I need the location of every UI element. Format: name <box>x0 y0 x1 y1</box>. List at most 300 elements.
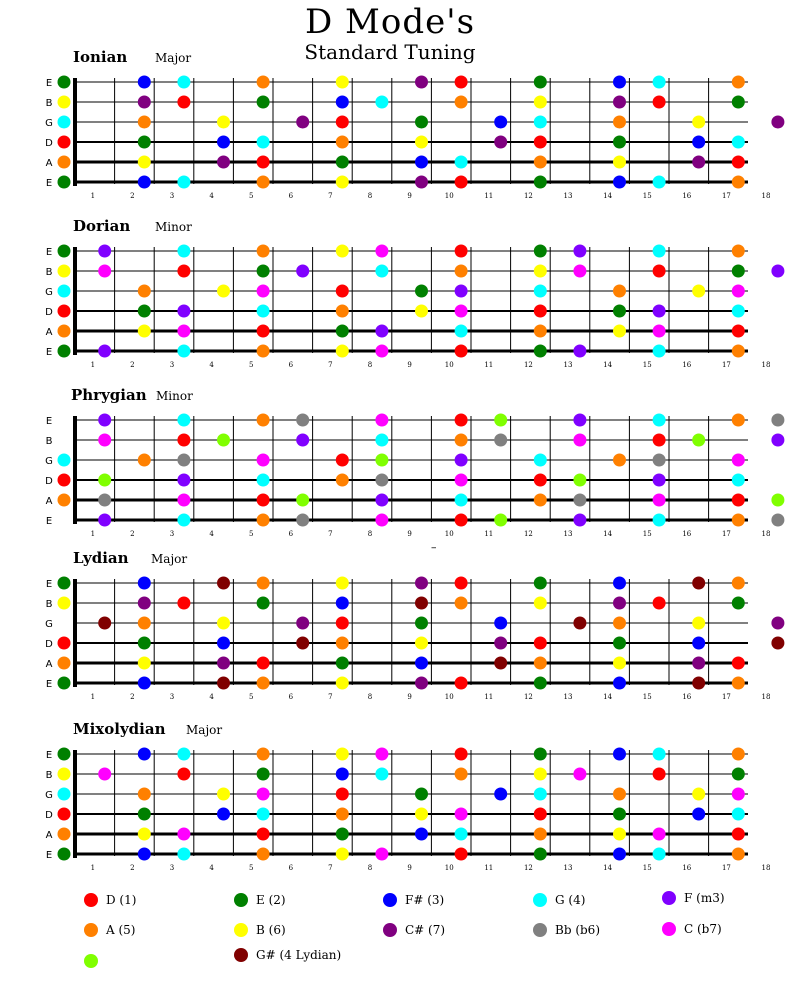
note-dot <box>58 345 71 358</box>
note-dot <box>58 597 71 610</box>
note-dot <box>98 265 111 278</box>
note-dot <box>455 577 468 590</box>
note-dot <box>138 285 151 298</box>
note-dot <box>692 637 705 650</box>
legend-dot <box>662 922 676 936</box>
note-dot <box>336 828 349 841</box>
note-dot <box>336 788 349 801</box>
note-dot <box>336 245 349 258</box>
note-dot <box>415 156 428 169</box>
note-dot <box>138 597 151 610</box>
note-dot <box>653 434 666 447</box>
note-dot <box>58 305 71 318</box>
note-dot <box>534 677 547 690</box>
note-dot <box>415 305 428 318</box>
note-dot <box>177 514 190 527</box>
legend-dot <box>383 893 397 907</box>
note-dot <box>613 788 626 801</box>
fret-number: 17 <box>721 693 731 701</box>
legend-label: F (m3) <box>684 891 725 905</box>
mode-section-phrygian <box>0 386 800 546</box>
note-dot <box>98 514 111 527</box>
fret-number: 16 <box>682 530 692 538</box>
mode-section-mixolydian <box>0 720 800 880</box>
note-dot <box>613 454 626 467</box>
note-dot <box>534 494 547 507</box>
note-dot <box>138 577 151 590</box>
fret-number: 15 <box>642 864 652 872</box>
note-dot <box>771 617 784 630</box>
note-dot <box>732 848 745 861</box>
note-dot <box>455 828 468 841</box>
note-dot <box>257 414 270 427</box>
note-dot <box>573 514 586 527</box>
note-dot <box>653 514 666 527</box>
legend-label: F# (3) <box>405 893 445 907</box>
note-dot <box>653 305 666 318</box>
note-dot <box>455 176 468 189</box>
fret-number: 2 <box>130 530 135 538</box>
note-dot <box>415 657 428 670</box>
note-dot <box>534 76 547 89</box>
note-dot <box>534 808 547 821</box>
color-legend <box>0 885 800 995</box>
note-dot <box>257 597 270 610</box>
fret-number: 7 <box>328 192 333 200</box>
fret-number: 17 <box>721 361 731 369</box>
note-dot <box>534 768 547 781</box>
note-dot <box>296 494 309 507</box>
note-dot <box>58 325 71 338</box>
note-dot <box>534 96 547 109</box>
note-dot <box>534 454 547 467</box>
string-label: E <box>45 178 53 189</box>
note-dot <box>257 136 270 149</box>
fret-number: 4 <box>209 530 214 538</box>
string-label: G <box>45 118 53 129</box>
note-dot <box>494 136 507 149</box>
fret-number: 12 <box>523 192 533 200</box>
fret-number: 1 <box>90 693 96 701</box>
note-dot <box>455 305 468 318</box>
note-dot <box>375 474 388 487</box>
fret-number: 8 <box>367 361 373 369</box>
note-dot <box>177 748 190 761</box>
note-dot <box>58 454 71 467</box>
note-dot <box>534 345 547 358</box>
note-dot <box>692 617 705 630</box>
fretboard-diagram <box>0 549 800 709</box>
note-dot <box>336 454 349 467</box>
fret-number: 18 <box>761 192 771 200</box>
note-dot <box>732 136 745 149</box>
string-label: D <box>45 307 53 318</box>
note-dot <box>455 454 468 467</box>
note-dot <box>58 828 71 841</box>
string-label: G <box>45 619 53 630</box>
note-dot <box>177 325 190 338</box>
note-dot <box>455 494 468 507</box>
note-dot <box>613 828 626 841</box>
note-dot <box>732 345 745 358</box>
note-dot <box>98 434 111 447</box>
note-dot <box>613 677 626 690</box>
note-dot <box>494 414 507 427</box>
legend-item <box>234 923 286 937</box>
note-dot <box>455 514 468 527</box>
string-label: E <box>45 416 53 427</box>
note-dot <box>494 617 507 630</box>
note-dot <box>177 96 190 109</box>
fret-number: 13 <box>563 693 573 701</box>
note-dot <box>375 768 388 781</box>
note-dot <box>653 76 666 89</box>
note-dot <box>58 116 71 129</box>
note-dot <box>455 848 468 861</box>
note-dot <box>455 677 468 690</box>
note-dot <box>455 597 468 610</box>
note-dot <box>375 414 388 427</box>
note-dot <box>732 597 745 610</box>
note-dot <box>455 76 468 89</box>
note-dot <box>653 848 666 861</box>
fret-number: 1 <box>90 530 96 538</box>
fret-number: 11 <box>484 530 494 538</box>
note-dot <box>336 597 349 610</box>
note-dot <box>375 848 388 861</box>
note-dot <box>217 577 230 590</box>
note-dot <box>336 96 349 109</box>
fret-number: 4 <box>209 192 214 200</box>
fret-number: 8 <box>367 530 373 538</box>
legend-dot <box>533 893 547 907</box>
note-dot <box>534 305 547 318</box>
note-dot <box>58 768 71 781</box>
note-dot <box>217 637 230 650</box>
mode-name: Dorian <box>73 217 131 235</box>
note-dot <box>58 176 71 189</box>
note-dot <box>58 285 71 298</box>
note-dot <box>58 76 71 89</box>
note-dot <box>415 116 428 129</box>
note-dot <box>58 788 71 801</box>
note-dot <box>653 345 666 358</box>
note-dot <box>296 265 309 278</box>
fret-number: 9 <box>407 361 412 369</box>
legend-label: C (b7) <box>684 922 722 936</box>
mode-section-lydian <box>0 549 800 709</box>
fret-number: 18 <box>761 530 771 538</box>
mode-quality: Major <box>155 51 192 65</box>
fret-number: 3 <box>169 864 175 872</box>
note-dot <box>613 748 626 761</box>
mode-name: Lydian <box>73 549 129 567</box>
note-dot <box>613 597 626 610</box>
note-dot <box>732 474 745 487</box>
note-dot <box>534 116 547 129</box>
fret-number: 16 <box>682 361 692 369</box>
fret-number: 8 <box>367 192 373 200</box>
note-dot <box>613 176 626 189</box>
fret-number: 10 <box>444 693 454 701</box>
note-dot <box>455 96 468 109</box>
note-dot <box>455 245 468 258</box>
fret-number: 13 <box>563 192 573 200</box>
note-dot <box>296 414 309 427</box>
string-label: D <box>45 810 53 821</box>
string-label: G <box>45 287 53 298</box>
note-dot <box>336 345 349 358</box>
note-dot <box>771 265 784 278</box>
note-dot <box>177 597 190 610</box>
mode-section-ionian <box>0 48 800 208</box>
note-dot <box>257 325 270 338</box>
note-dot <box>375 265 388 278</box>
mode-name: Ionian <box>73 48 128 66</box>
note-dot <box>58 577 71 590</box>
note-dot <box>732 325 745 338</box>
string-label: E <box>45 750 53 761</box>
mode-name: Phrygian <box>71 386 147 404</box>
string-label: B <box>45 267 53 278</box>
note-dot <box>415 285 428 298</box>
fret-number: 10 <box>444 530 454 538</box>
note-dot <box>455 265 468 278</box>
note-dot <box>217 434 230 447</box>
note-dot <box>336 617 349 630</box>
note-dot <box>177 76 190 89</box>
note-dot <box>415 597 428 610</box>
note-dot <box>771 494 784 507</box>
fret-number: 3 <box>169 693 175 701</box>
note-dot <box>375 325 388 338</box>
note-dot <box>771 434 784 447</box>
fret-number: 6 <box>288 530 294 538</box>
note-dot <box>455 325 468 338</box>
note-dot <box>177 414 190 427</box>
note-dot <box>732 788 745 801</box>
legend-item <box>383 893 444 907</box>
note-dot <box>732 577 745 590</box>
note-dot <box>296 514 309 527</box>
fret-number: 11 <box>484 192 494 200</box>
note-dot <box>138 677 151 690</box>
note-dot <box>217 285 230 298</box>
mode-quality: Major <box>151 552 188 566</box>
note-dot <box>217 617 230 630</box>
note-dot <box>177 176 190 189</box>
note-dot <box>177 474 190 487</box>
note-dot <box>257 808 270 821</box>
note-dot <box>653 245 666 258</box>
fret-number: 5 <box>248 361 254 369</box>
legend-dot <box>234 948 248 962</box>
note-dot <box>98 617 111 630</box>
note-dot <box>692 788 705 801</box>
fret-number: 14 <box>603 864 613 872</box>
note-dot <box>138 828 151 841</box>
note-dot <box>455 434 468 447</box>
note-dot <box>217 808 230 821</box>
fret-number: 7 <box>328 361 333 369</box>
note-dot <box>534 597 547 610</box>
legend-dot <box>234 923 248 937</box>
note-dot <box>58 637 71 650</box>
note-dot <box>573 345 586 358</box>
note-dot <box>257 677 270 690</box>
string-label: B <box>45 98 53 109</box>
note-dot <box>138 808 151 821</box>
string-label: D <box>45 476 53 487</box>
note-dot <box>653 474 666 487</box>
fret-number: 7 <box>328 530 333 538</box>
string-label: E <box>45 78 53 89</box>
note-dot <box>177 454 190 467</box>
note-dot <box>573 434 586 447</box>
fret-number: 9 <box>407 864 412 872</box>
note-dot <box>415 808 428 821</box>
note-dot <box>534 245 547 258</box>
note-dot <box>534 657 547 670</box>
note-dot <box>336 748 349 761</box>
note-dot <box>732 265 745 278</box>
note-dot <box>257 245 270 258</box>
note-dot <box>732 96 745 109</box>
note-dot <box>415 617 428 630</box>
string-label: A <box>45 327 53 338</box>
string-label: E <box>45 516 53 527</box>
note-dot <box>613 96 626 109</box>
note-dot <box>336 116 349 129</box>
note-dot <box>415 828 428 841</box>
note-dot <box>336 76 349 89</box>
fret-number: 16 <box>682 192 692 200</box>
note-dot <box>58 245 71 258</box>
note-dot <box>58 136 71 149</box>
legend-label: Bb (b6) <box>555 923 600 937</box>
note-dot <box>494 788 507 801</box>
legend-label: A (5) <box>106 923 136 937</box>
legend-dot <box>533 923 547 937</box>
legend-dot <box>84 923 98 937</box>
note-dot <box>573 617 586 630</box>
note-dot <box>732 305 745 318</box>
note-dot <box>336 577 349 590</box>
note-dot <box>653 768 666 781</box>
note-dot <box>534 637 547 650</box>
note-dot <box>692 434 705 447</box>
note-dot <box>653 828 666 841</box>
note-dot <box>257 305 270 318</box>
note-dot <box>138 325 151 338</box>
note-dot <box>375 494 388 507</box>
note-dot <box>257 577 270 590</box>
note-dot <box>336 848 349 861</box>
fret-number: 17 <box>721 530 731 538</box>
legend-dot <box>662 891 676 905</box>
fret-number: 5 <box>248 530 254 538</box>
note-dot <box>534 176 547 189</box>
note-dot <box>613 808 626 821</box>
note-dot <box>573 245 586 258</box>
fret-number: 14 <box>603 530 613 538</box>
note-dot <box>455 414 468 427</box>
note-dot <box>415 637 428 650</box>
fret-number: 14 <box>603 192 613 200</box>
note-dot <box>494 514 507 527</box>
note-dot <box>336 768 349 781</box>
fret-number: 4 <box>209 864 214 872</box>
string-label: E <box>45 679 53 690</box>
note-dot <box>455 808 468 821</box>
legend-dot <box>84 954 98 968</box>
note-dot <box>257 748 270 761</box>
note-dot <box>375 345 388 358</box>
string-label: A <box>45 158 53 169</box>
note-dot <box>257 657 270 670</box>
note-dot <box>771 514 784 527</box>
note-dot <box>257 848 270 861</box>
note-dot <box>573 265 586 278</box>
string-label: G <box>45 790 53 801</box>
note-dot <box>732 76 745 89</box>
note-dot <box>257 156 270 169</box>
note-dot <box>534 325 547 338</box>
note-dot <box>494 116 507 129</box>
note-dot <box>732 748 745 761</box>
note-dot <box>138 748 151 761</box>
fret-number: 16 <box>682 693 692 701</box>
note-dot <box>692 156 705 169</box>
note-dot <box>217 657 230 670</box>
legend-item <box>533 923 600 937</box>
string-label: E <box>45 247 53 258</box>
note-dot <box>375 245 388 258</box>
note-dot <box>336 474 349 487</box>
note-dot <box>653 265 666 278</box>
note-dot <box>58 96 71 109</box>
note-dot <box>455 748 468 761</box>
note-dot <box>732 677 745 690</box>
note-dot <box>58 808 71 821</box>
legend-item <box>383 923 445 937</box>
note-dot <box>732 245 745 258</box>
note-dot <box>613 136 626 149</box>
mode-section-dorian <box>0 217 800 377</box>
note-dot <box>336 305 349 318</box>
note-dot <box>613 848 626 861</box>
note-dot <box>177 768 190 781</box>
note-dot <box>217 677 230 690</box>
note-dot <box>534 474 547 487</box>
note-dot <box>138 454 151 467</box>
note-dot <box>415 176 428 189</box>
note-dot <box>375 96 388 109</box>
fret-number: 18 <box>761 693 771 701</box>
fret-number: 6 <box>288 192 294 200</box>
note-dot <box>613 116 626 129</box>
note-dot <box>494 637 507 650</box>
fret-number: 11 <box>484 361 494 369</box>
fret-number: 6 <box>288 361 294 369</box>
page-subtitle: Standard Tuning <box>304 40 476 64</box>
note-dot <box>494 434 507 447</box>
note-dot <box>653 597 666 610</box>
note-dot <box>138 116 151 129</box>
note-dot <box>732 156 745 169</box>
note-dot <box>257 454 270 467</box>
note-dot <box>257 494 270 507</box>
